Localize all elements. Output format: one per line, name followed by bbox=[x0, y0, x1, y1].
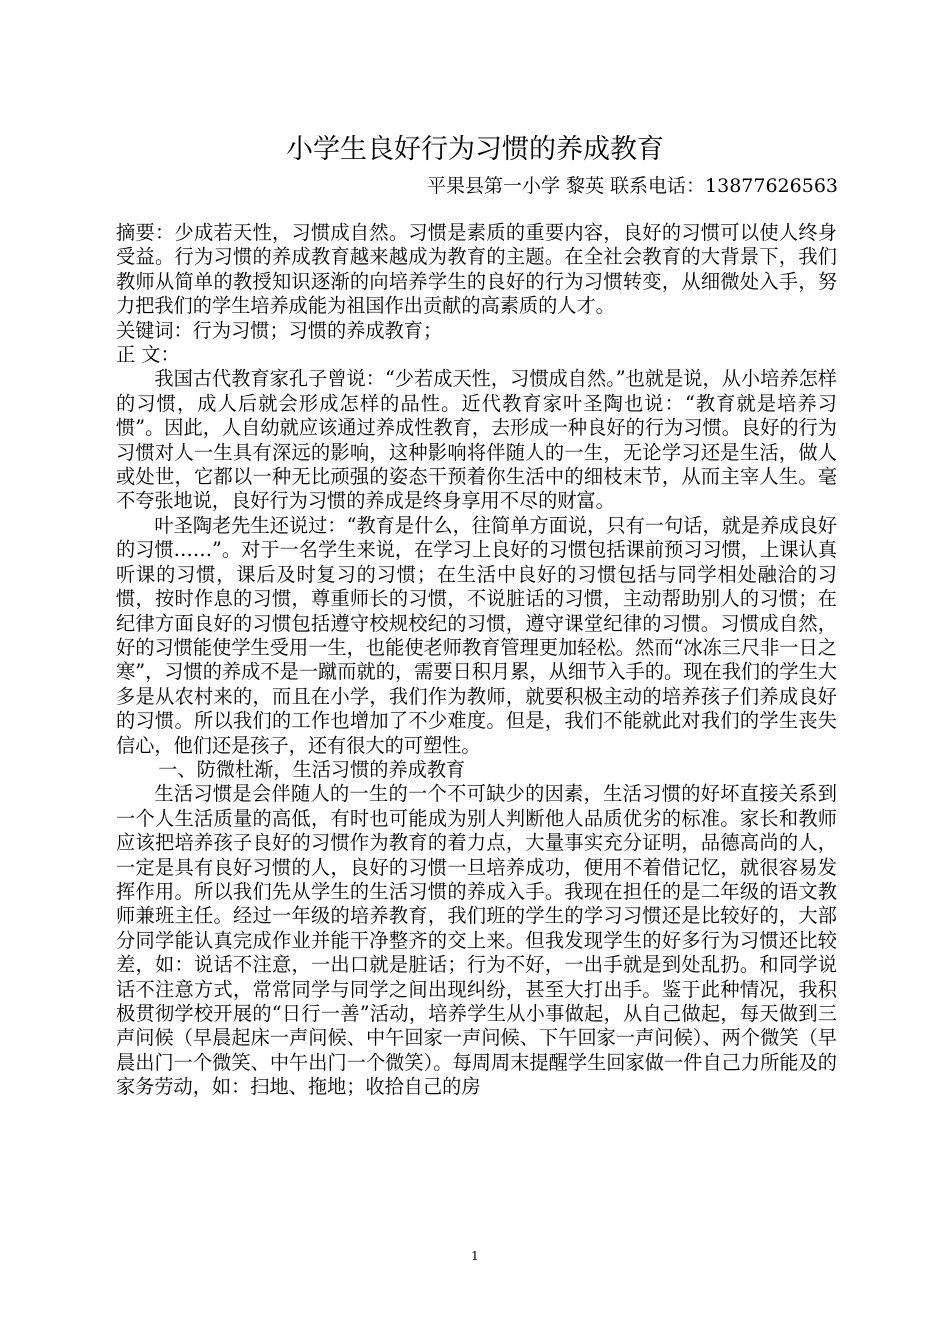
section-paragraph: 生活习惯是会伴随人的一生的一个不可缺少的因素，生活习惯的好坏直接关系到一个人生活质量的高低，有时也可能成为别人判断他人品质优劣的标准。家长和教师应该把培养孩子良好的习惯作为教育的着力点，大量事实充分证明，品德高尚的人，一定是具有良好习惯的人，良好的习惯一旦培养成功，便用不着借记忆，就很容易发挥作用。所以我们先从学生的生活习惯的养成入手。我现在担任的是二年级的语文教师兼班主任。经过一年级的培养教育，我们班的学生的学习习惯还是比较好的，大部分同学能认真完成作业并能干净整齐的交上来。但我发现学生的好多行为习惯还比较差，如：说话不注意，一出口就是脏话；行为不好，一出手就是到处乱扔。和同学说话不注意方式，常常同学与同学之间出现纠纷，甚至大打出手。鉴于此种情况，我积极贯彻学校开展的“日行一善”活动，培养学生从小事做起，从自己做起，每天做到三声问候（早晨起床一声问候、中午回家一声问候、下午回家一声问候）、两个微笑（早晨出门一个微笑、中午出门一个微笑）。每周周末提醒学生回家做一件自己力所能及的家务劳动，如：扫地、拖地；收拾自己的房 bbox=[116, 782, 837, 1099]
keywords-line: 关键词：行为习惯；习惯的养成教育； bbox=[116, 318, 443, 342]
body-paragraph: 我国古代教育家孔子曾说：“少若成天性，习惯成自然。”也就是说，从小培养怎样的习惯，成人后就会形成怎样的品性。近代教育家叶圣陶也说：“教育就是培养习惯”。因此，人自幼就应该通过养成性教育，去形成一种良好的行为习惯。良好的行为习惯对人一生具有深远的影响，这种影响将伴随人的一生，无论学习还是生活，做人或处世，它都以一种无比顽强的姿态干预着你生活中的细枝末节，从而主宰人生。毫不夸张地说，良好行为习惯的养成是终身享用不尽的财富。 bbox=[116, 367, 837, 513]
page-number: 1 bbox=[471, 1249, 479, 1263]
body-label: 正 文： bbox=[116, 343, 180, 367]
author-byline: 平果县第一小学 黎英 联系电话：13877626563 bbox=[426, 175, 838, 197]
section-heading: 一、防微杜渐，生活习惯的养成教育 bbox=[158, 757, 466, 781]
body-paragraph: 叶圣陶老先生还说过：“教育是什么，往简单方面说，只有一句话，就是养成良好的习惯……”。对于一名学生来说，在学习上良好的习惯包括课前预习习惯，上课认真听课的习惯，课后及时复习的习惯；在生活中良好的习惯包括与同学相处融洽的习惯，按时作息的习惯，尊重师长的习惯，不说脏话的习惯，主动帮助别人的习惯；在纪律方面良好的习惯包括遵守校规校纪的习惯，遵守课堂纪律的习惯。习惯成自然，好的习惯能使学生受用一生，也能使老师教育管理更加轻松。然而“冰冻三尺非一日之寒”，习惯的养成不是一蹴而就的，需要日积月累，从细节入手的。现在我们的学生大多是从农村来的，而且在小学，我们作为教师，就要积极主动的培养孩子们养成良好的习惯。所以我们的工作也增加了不少难度。但是，我们不能就此对我们的学生丧失信心，他们还是孩子，还有很大的可塑性。 bbox=[116, 513, 837, 757]
document-body bbox=[116, 221, 837, 1100]
abstract-paragraph: 摘要：少成若天性，习惯成自然。习惯是素质的重要内容，良好的习惯可以使人终身受益。行为习惯的养成教育越来越成为教育的主题。在全社会教育的大背景下，我们教师从简单的教授知识逐渐的向培养学生的良好的行为习惯转变，从细微处入手，努力把我们的学生培养成能为祖国作出贡献的高素质的人才。 bbox=[116, 221, 837, 318]
document-title: 小学生良好行为习惯的养成教育 bbox=[286, 134, 664, 165]
